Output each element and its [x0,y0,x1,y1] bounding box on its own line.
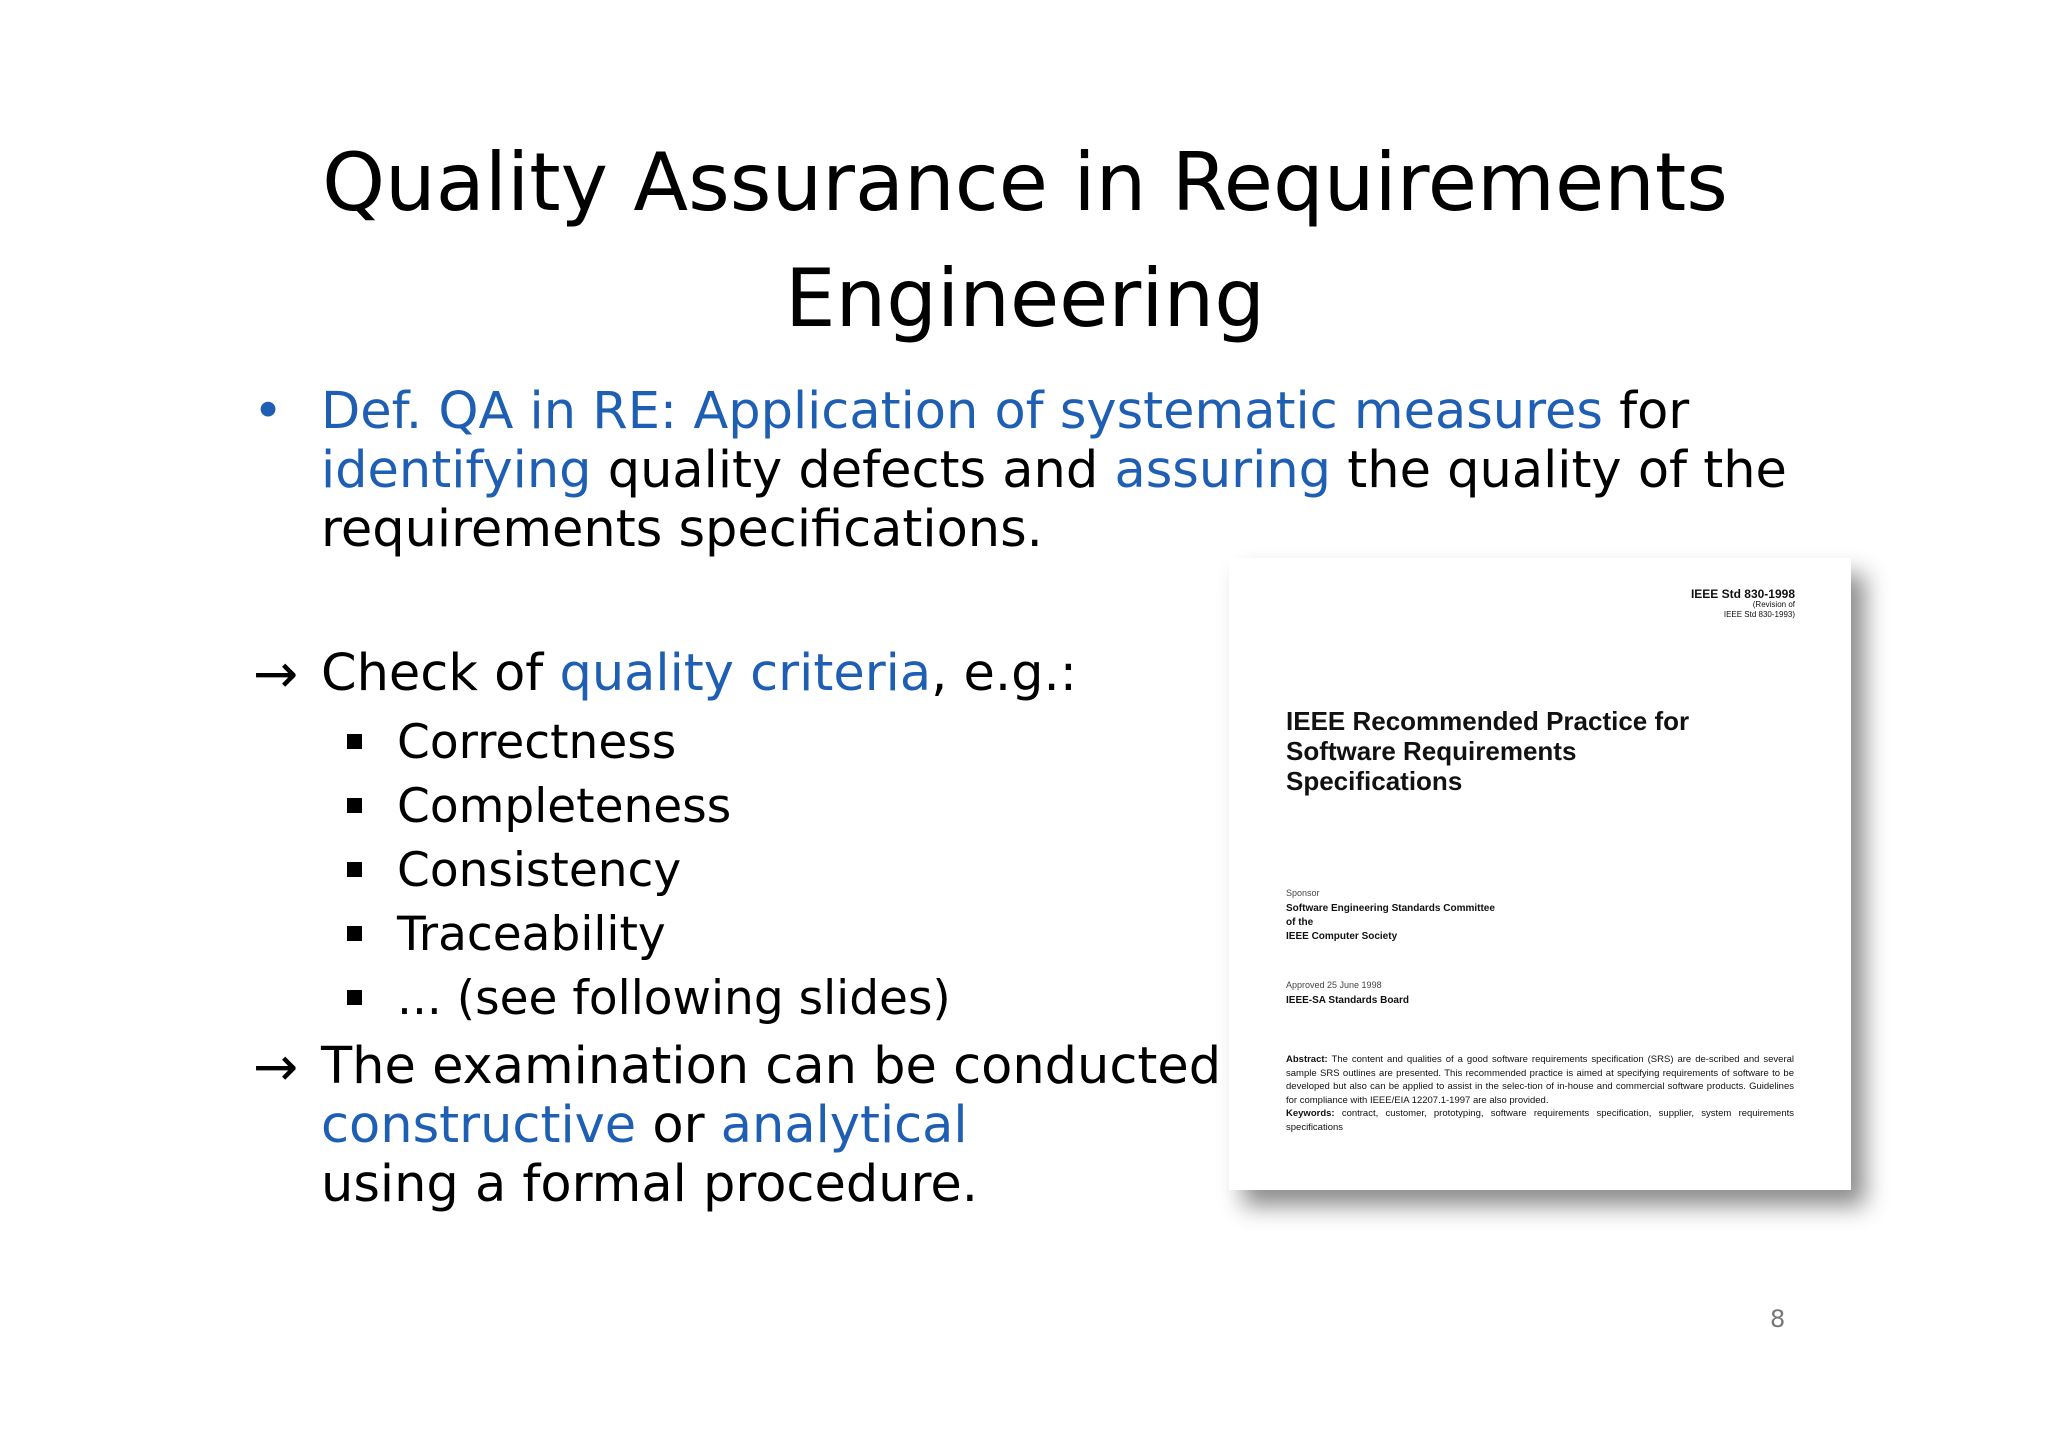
std-number-block [1691,588,1795,620]
definition-line-2 [321,441,1787,500]
page-number: 8 [1770,1305,1786,1333]
doc-title-line: Specifications [1286,766,1463,796]
criteria-label: Completeness [397,779,732,834]
definition-line-3: requirements specifications. [321,500,1043,559]
sponsor-line: Software Engineering Standards Committee [1286,903,1495,914]
keywords-label: Keywords: [1286,1108,1335,1119]
square-bullet-icon [347,926,362,941]
approving-board: IEEE-SA Standards Board [1286,995,1409,1006]
approved-date: Approved 25 June 1998 [1286,980,1382,990]
examination-line-3: using a formal procedure. [321,1155,978,1214]
examination-line-2 [321,1096,1321,1155]
revision-line-2: IEEE Std 830-1993) [1723,610,1795,619]
square-bullet-icon [347,734,362,749]
examination-line-1: The examination can be conducted [321,1037,1222,1096]
definition-text [321,382,1787,559]
or-word: or [636,1096,721,1155]
revision-line-1: (Revision of [1752,600,1795,609]
abstract-block [1286,1053,1794,1134]
definition-term: Def. QA in RE: Application of systematic measures [321,382,1603,441]
criteria-label: Traceability [397,907,666,962]
doc-title [1286,706,1766,796]
check-prefix: Check of [321,644,560,703]
square-bullet-icon [347,798,362,813]
quality-criteria-term: quality criteria [559,644,932,703]
sponsor-label: Sponsor [1286,888,1320,898]
definition-for: for [1602,382,1690,441]
sponsor-line: of the [1286,917,1314,928]
definition-assuring: assuring [1114,441,1332,500]
keywords-text: contract, customer, prototyping, software requirements specification, supplier, system requirements specifications [1286,1108,1795,1133]
doc-title-line: IEEE Recommended Practice for [1286,706,1690,736]
criteria-label: ... (see following slides) [397,971,951,1026]
abstract-text: The content and qualities of a good software requirements specification (SRS) are de-scribed and several sample SRS outlines are presented. This recommended practice is aimed at specifying requirements of software to be developed but also can be applied to assist in the selec-tion of in-house and commercial software products. Guidelines for compliance with IEEE/EIA 12207.1-1997 are also provided. [1286,1054,1795,1106]
std-number: IEEE Std 830-1998 [1690,587,1795,601]
ieee-standard-cover-image [1229,558,1851,1190]
bullet-dot-icon: • [253,382,284,441]
definition-identifying: identifying [321,441,592,500]
criteria-label: Consistency [397,843,682,898]
definition-line-1 [321,382,1771,441]
check-suffix: , e.g.: [931,644,1077,703]
right-arrow-icon: → [253,642,299,705]
doc-title-line: Software Requirements [1286,736,1577,766]
title-line-2: Engineering [785,252,1265,345]
square-bullet-icon [347,862,362,877]
title-line-1: Quality Assurance in Requirements [322,136,1728,229]
square-bullet-icon [347,990,362,1005]
constructive-term: constructive [321,1096,637,1155]
criteria-label: Correctness [397,715,677,770]
definition-quality: the quality of the [1331,441,1787,500]
abstract-label: Abstract: [1286,1054,1328,1065]
slide-title [250,125,1800,357]
check-criteria-text [321,644,1321,703]
right-arrow-icon: → [253,1035,299,1098]
examination-text [321,1037,1321,1214]
definition-defects: quality defects and [591,441,1115,500]
check-criteria-line [321,644,1321,703]
sponsor-line: IEEE Computer Society [1286,931,1398,942]
analytical-term: analytical [720,1096,968,1155]
sponsor-block [1286,902,1495,944]
